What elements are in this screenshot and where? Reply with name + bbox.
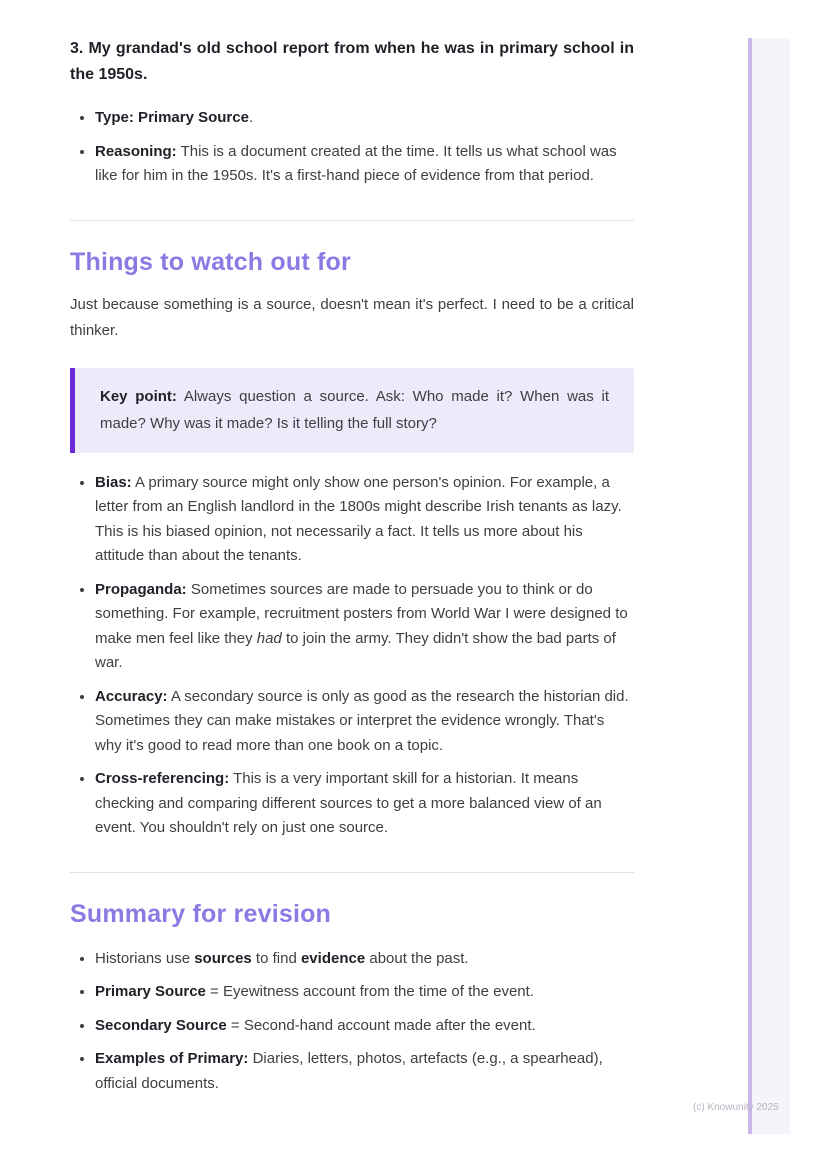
section-divider [70, 872, 634, 873]
keypoint-text: Always question a source. Ask: Who made it? When was it made? Why was it made? Is it telling the full story? [100, 387, 609, 432]
copyright-footer: (c) Knowunity 2025 [693, 1102, 779, 1113]
summary-list [70, 947, 634, 1097]
bullet-text: Diaries, letters, photos, artefacts (e.g., a spearhead), official documents. [95, 1050, 603, 1092]
bullet-bold: Propaganda: [95, 580, 187, 598]
list-item [95, 980, 634, 1005]
list-item [95, 471, 634, 569]
bullet-text: This is a very important skill for a historian. It means checking and comparing different sources to get a more balanced view of an event. You shouldn't rely on just one source. [95, 770, 602, 836]
bullet-text: Historians use [95, 949, 195, 967]
list-item [95, 578, 634, 676]
list-item [95, 1014, 634, 1039]
page-edge-accent-line [748, 38, 752, 1134]
bullet-text: A secondary source is only as good as the research the historian did. Sometimes they can make mistakes or interpret the evidence wrongly. That's why it's good to read more than one book on a topic. [95, 687, 629, 754]
bullet-text: = Eyewitness account from the time of the event. [205, 983, 534, 1000]
bullet-bold: Primary Source [95, 983, 206, 1000]
section-heading-things-to-watch: Things to watch out for [70, 247, 351, 276]
bullet-bold: Bias: [95, 473, 132, 491]
bullet-bold: Accuracy: [95, 687, 168, 705]
bullet-bold: Reasoning: [95, 142, 177, 160]
bullet-bold: Type: Primary Source [95, 109, 249, 126]
keypoint-box [70, 368, 634, 453]
bullet-text: to find [251, 949, 301, 967]
bullet-bold: Secondary Source [95, 1016, 227, 1034]
bullet-bold: Examples of Primary: [95, 1050, 249, 1067]
bullet-bold: evidence [300, 949, 366, 967]
section-divider [70, 220, 634, 221]
section-heading-summary: Summary for revision [70, 899, 332, 928]
list-item [95, 106, 634, 131]
page-edge-panel [752, 38, 790, 1134]
bullet-text: A primary source might only show one person's opinion. For example, a letter from an English landlord in the 1800s might describe Irish tenants as lazy. This is his biased opinion, not necessarily a fact. It tells us more about his attitude than about the tenants. [95, 473, 622, 564]
list-item [95, 1047, 634, 1096]
intro-paragraph: Just because something is a source, doesn't mean it's perfect. I need to be a critical thinker. [70, 295, 634, 339]
bullet-bold: sources [194, 949, 252, 967]
watch-list [70, 471, 634, 841]
list-item [95, 947, 634, 972]
bullet-text: Sometimes sources are made to persuade you to think or do something. For example, recruitment posters from World War I were designed to make men feel like they [95, 580, 628, 647]
question-list [70, 106, 634, 189]
bullet-text: about the past. [365, 949, 469, 967]
bullet-text: This is a document created at the time. It tells us what school was like for him in the 1950s. It's a first-hand piece of evidence from that period. [95, 142, 617, 184]
question-heading: 3. My grandad's old school report from when he was in primary school in the 1950s. [70, 40, 634, 83]
bullet-italic: had [256, 629, 282, 647]
keypoint-label: Key point: [100, 387, 177, 405]
bullet-bold: Cross-referencing: [95, 770, 230, 787]
list-item [95, 685, 634, 759]
bullet-text: = Second-hand account made after the event. [226, 1016, 536, 1034]
list-item [95, 140, 634, 189]
bullet-text: . [248, 109, 254, 126]
list-item [95, 767, 634, 841]
page-content [70, 0, 634, 1096]
bullet-text: to join the army. They didn't show the bad parts of war. [95, 629, 616, 671]
